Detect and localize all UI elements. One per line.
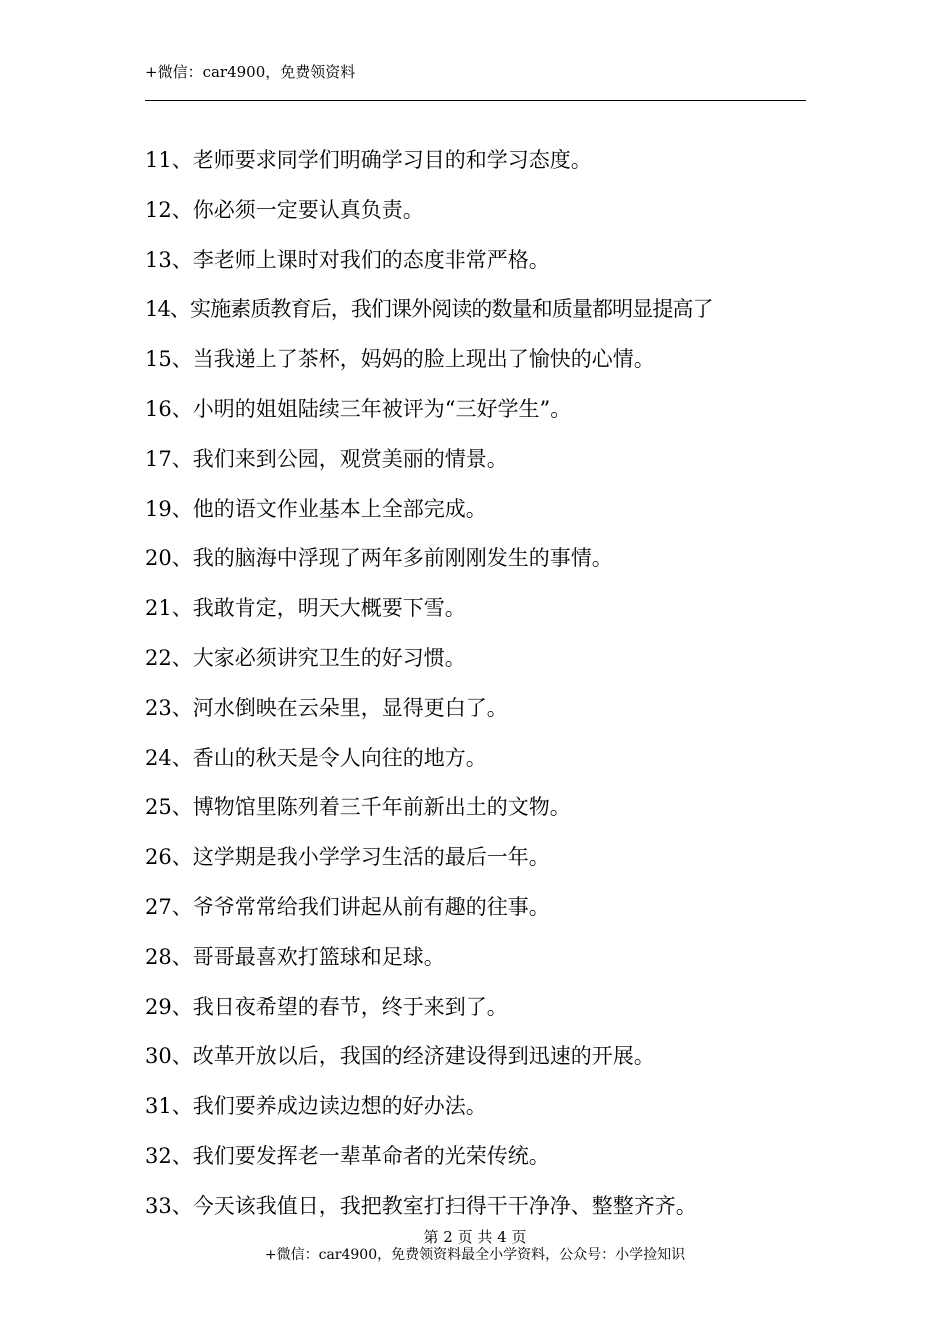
page-header: +微信：car4900，免费领资料 xyxy=(145,63,356,81)
list-item: 15、当我递上了茶杯，妈妈的脸上现出了愉快的心情。 xyxy=(145,347,655,372)
list-item: 32、我们要发挥老一辈革命者的光荣传统。 xyxy=(145,1143,550,1168)
list-item: 29、我日夜希望的春节，终于来到了。 xyxy=(145,994,508,1019)
list-item: 13、李老师上课时对我们的态度非常严格。 xyxy=(145,247,550,272)
list-item: 25、博物馆里陈列着三千年前新出土的文物。 xyxy=(145,795,571,820)
list-item: 17、我们来到公园，观赏美丽的情景。 xyxy=(145,446,508,471)
list-item: 20、我的脑海中浮现了两年多前刚刚发生的事情。 xyxy=(145,546,613,571)
page-number: 第 2 页 共 4 页 xyxy=(423,1228,527,1246)
list-item: 23、河水倒映在云朵里，显得更白了。 xyxy=(145,695,508,720)
list-item: 12、你必须一定要认真负责。 xyxy=(145,197,424,222)
list-item: 24、香山的秋天是令人向往的地方。 xyxy=(145,745,487,770)
list-item: 14、实施素质教育后，我们课外阅读的数量和质量都明显提高了 xyxy=(145,297,713,322)
list-item: 21、我敢肯定，明天大概要下雪。 xyxy=(145,596,466,621)
list-item: 33、今天该我值日，我把教室打扫得干干净净、整整齐齐。 xyxy=(145,1193,697,1218)
header-divider xyxy=(145,100,806,101)
list-item: 30、改革开放以后，我国的经济建设得到迅速的开展。 xyxy=(145,1044,655,1069)
list-item: 11、老师要求同学们明确学习目的和学习态度。 xyxy=(145,148,592,172)
list-item: 16、小明的姐姐陆续三年被评为“三好学生”。 xyxy=(145,396,572,421)
list-item: 26、这学期是我小学学习生活的最后一年。 xyxy=(145,845,550,870)
list-item: 31、我们要养成边读边想的好办法。 xyxy=(145,1094,487,1119)
page-footer: +微信：car4900，免费领资料最全小学资料，公众号：小学捡知识 xyxy=(264,1247,686,1263)
list-item: 27、爷爷常常给我们讲起从前有趣的往事。 xyxy=(145,894,550,919)
list-item: 22、大家必须讲究卫生的好习惯。 xyxy=(145,645,466,670)
list-item: 28、哥哥最喜欢打篮球和足球。 xyxy=(145,944,445,969)
list-item: 19、他的语文作业基本上全部完成。 xyxy=(145,496,487,521)
sentence-list xyxy=(145,136,815,1232)
